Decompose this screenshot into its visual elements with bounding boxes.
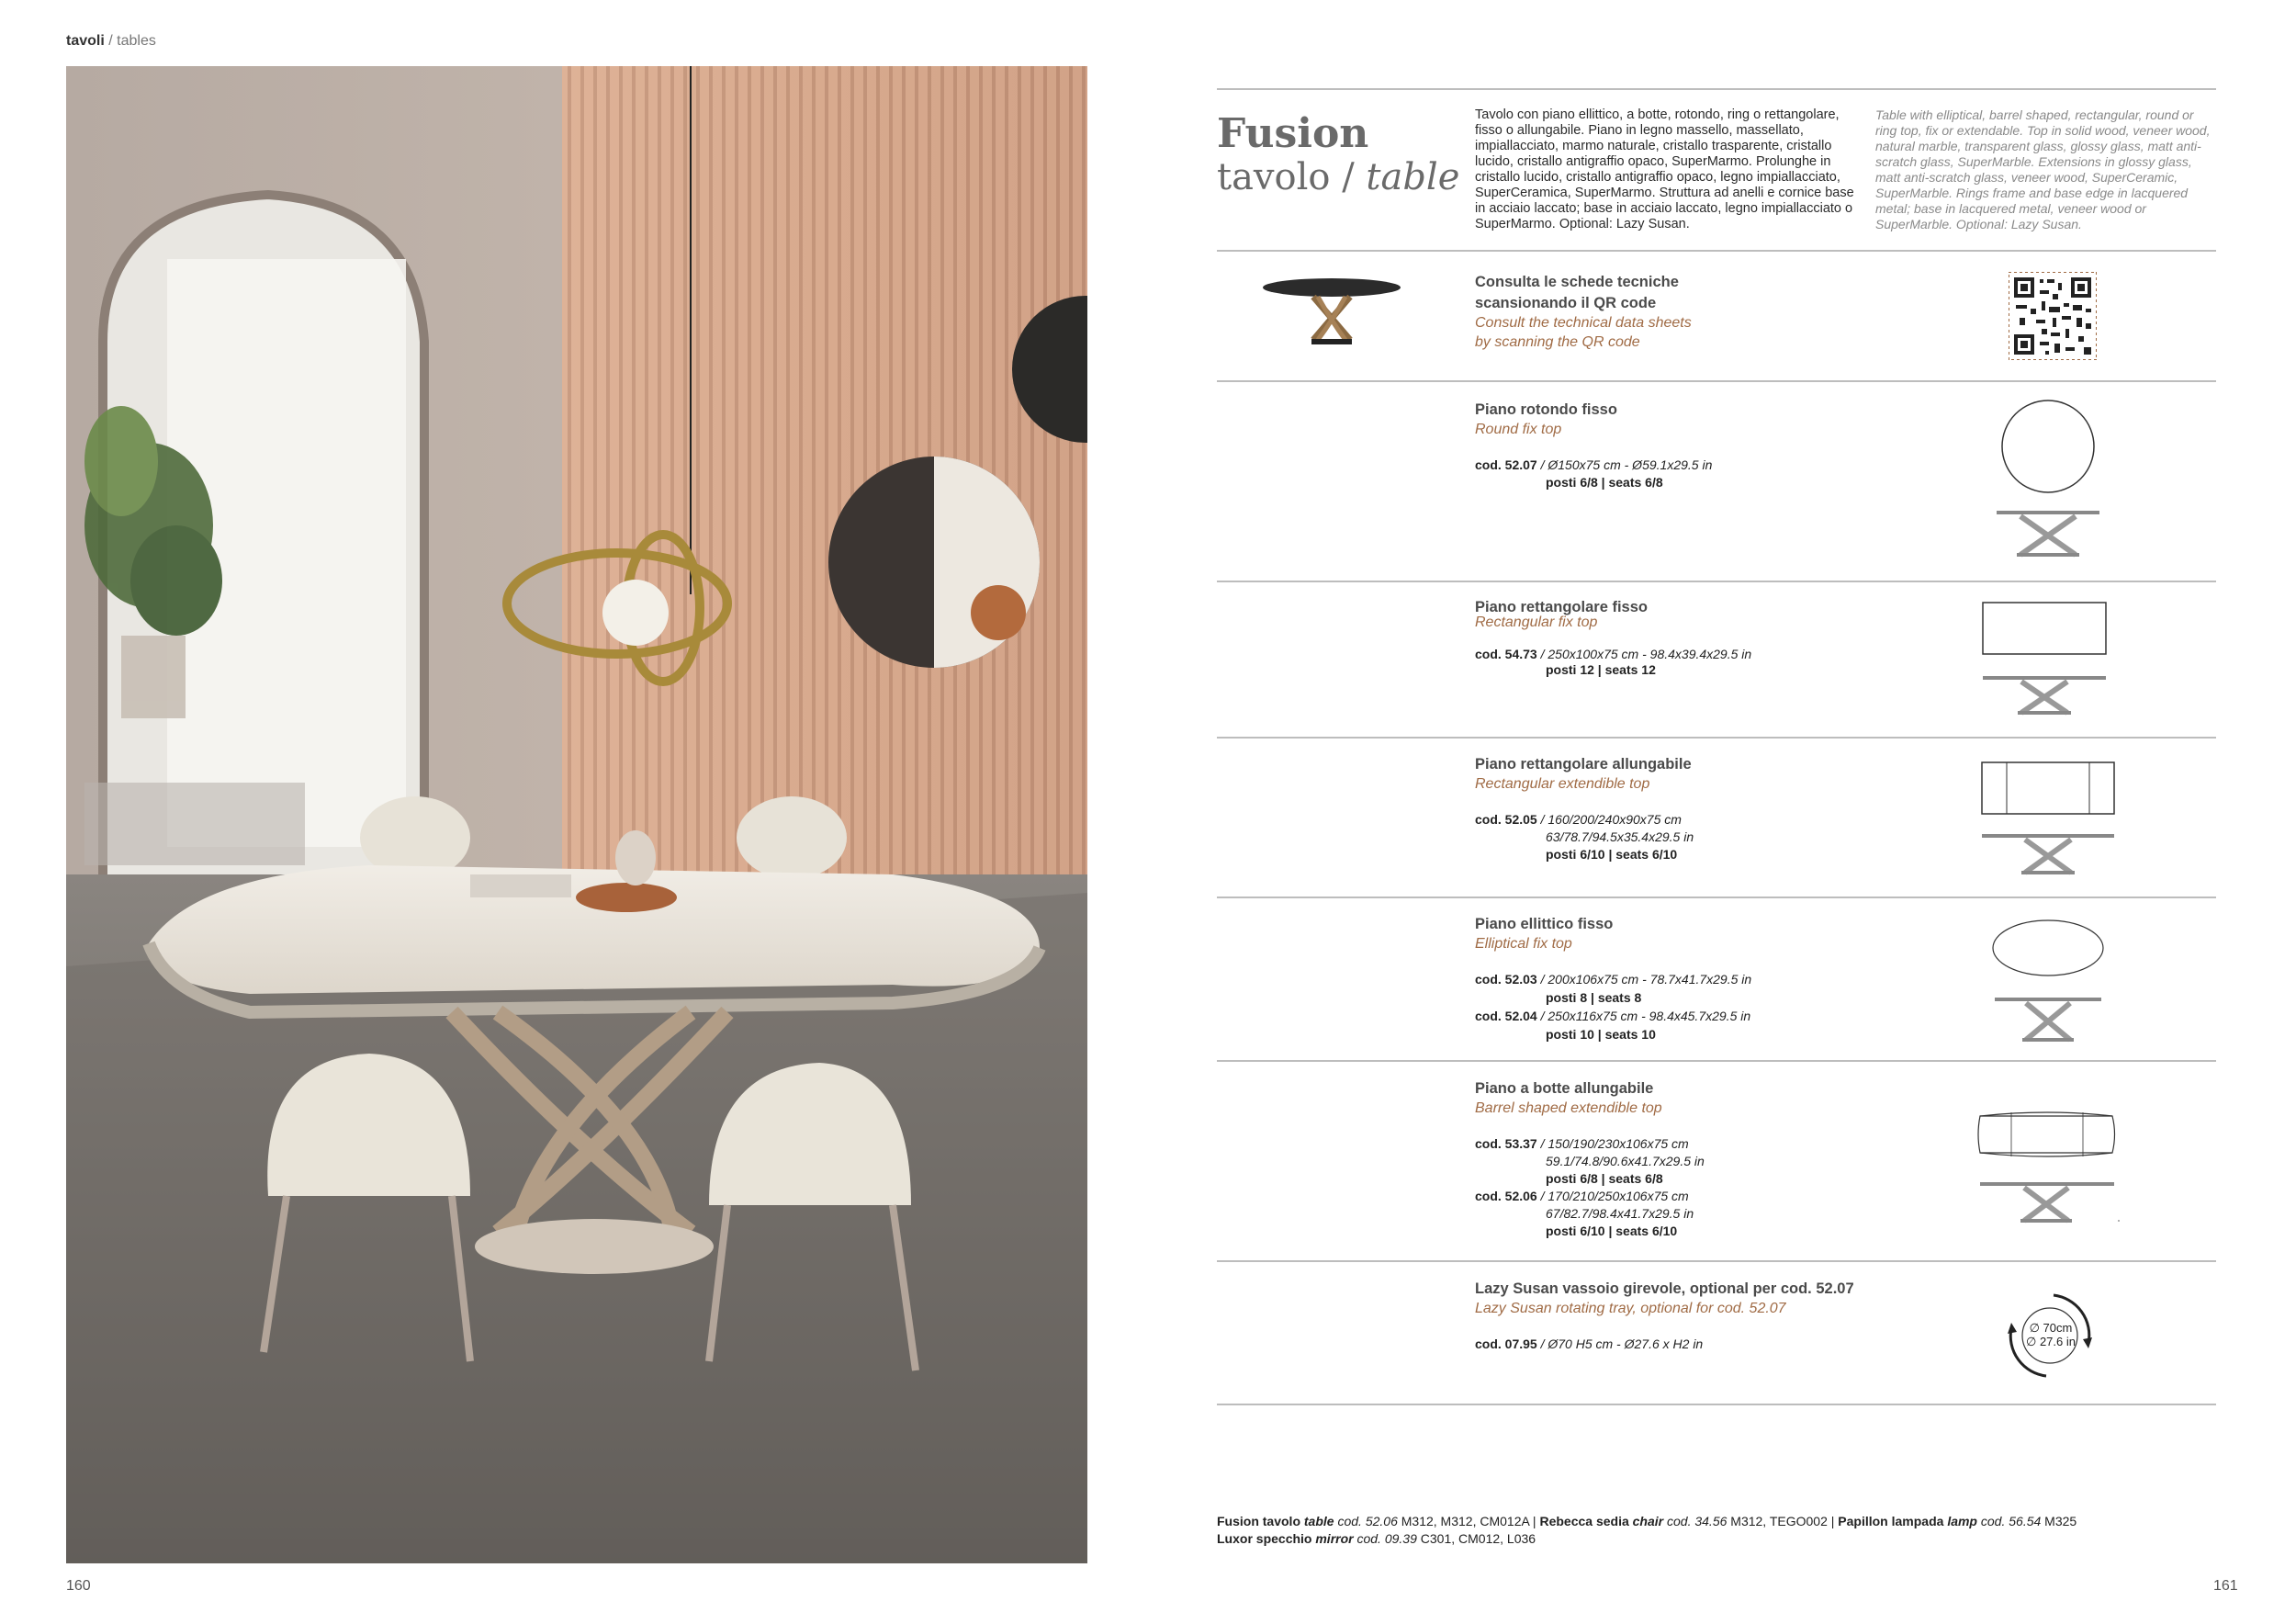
divider — [1217, 250, 2216, 252]
code-dimensions: / 150/190/230x106x75 cm — [1536, 1136, 1689, 1151]
breadcrumb-section: tavoli — [66, 33, 105, 49]
qr-caption-it-line1: Consulta le schede tecniche — [1475, 274, 1679, 290]
page-number-left: 160 — [66, 1578, 91, 1594]
credit-finishes: M325 — [2041, 1514, 2077, 1528]
qr-code-icon[interactable] — [2009, 272, 2097, 360]
product-seats: posti 12 | seats 12 — [1546, 662, 1656, 677]
product-label-it: Lazy Susan vassoio girevole, optional per cod. 52.07 — [1475, 1280, 1854, 1297]
product-name: Fusion — [1217, 110, 1369, 157]
divider — [1217, 380, 2216, 382]
product-label-it: Piano rotondo fisso — [1475, 401, 1617, 418]
qr-caption-en-line1: Consult the technical data sheets — [1475, 315, 1692, 331]
divider — [1217, 88, 2216, 90]
product-seats: posti 10 | seats 10 — [1546, 1027, 1656, 1042]
qr-caption-en-line2: by scanning the QR code — [1475, 334, 1640, 350]
credits-line-1: Fusion tavolo table cod. 52.06 M312, M312, CM012A | Rebecca sedia chair cod. 34.56 M312, TEGO002 | Papillon lampada lamp cod. 56.54 M325 — [1217, 1514, 2077, 1528]
code-dimensions: / 200x106x75 cm - 78.7x41.7x29.5 in — [1536, 972, 1752, 987]
credit-type: table — [1303, 1514, 1334, 1528]
credit-name: Fusion tavolo — [1217, 1514, 1304, 1528]
credit-finishes: M312, M312, CM012A — [1397, 1514, 1530, 1528]
code-number: cod. 53.37 — [1475, 1136, 1537, 1151]
product-label-it: Piano rettangolare allungabile — [1475, 756, 1692, 773]
description-en: Table with elliptical, barrel shaped, rectangular, round or ring top, fix or extendable. Top in solid wood, veneer wood, natural marble, transparent glass, glossy glass, matt anti-scratch glass, SuperMarble. Extensions in glossy glass, matt anti-scratch glass, veneer wood, SuperCeramic, SuperMarble. Rings frame and base edge in lacquered metal; base in lacquered metal, veneer wood or SuperMarble. Optional: Lazy Susan. — [1875, 107, 2211, 231]
product-label-it: Piano ellittico fisso — [1475, 916, 1614, 932]
breadcrumb — [66, 33, 156, 50]
product-photo — [66, 66, 1087, 1563]
divider — [1217, 581, 2216, 582]
divider — [1217, 1260, 2216, 1262]
page-number-right: 161 — [2213, 1578, 2238, 1594]
product-label-en: Round fix top — [1475, 422, 1562, 437]
code-dimensions-imperial: 59.1/74.8/90.6x41.7x29.5 in — [1546, 1154, 1705, 1168]
code-number: cod. 52.05 — [1475, 812, 1537, 827]
round-table-diagram-icon — [1984, 397, 2112, 562]
product-category — [1217, 156, 1459, 198]
code-dimensions-imperial: 63/78.7/94.5x35.4x29.5 in — [1546, 829, 1694, 844]
category-separator: / — [1330, 156, 1367, 198]
product-code — [1475, 647, 1751, 661]
product-seats: posti 6/10 | seats 6/10 — [1546, 1224, 1678, 1238]
credit-code: cod. 56.54 — [1977, 1514, 2042, 1528]
product-code — [1475, 457, 1712, 472]
code-dimensions: / 160/200/240x90x75 cm — [1536, 812, 1682, 827]
credit-type: lamp — [1947, 1514, 1977, 1528]
product-code — [1475, 812, 1682, 827]
code-number: cod. 54.73 — [1475, 647, 1537, 661]
interior-scene-illustration — [66, 66, 1087, 1563]
category-it: tavolo — [1217, 156, 1331, 198]
code-dimensions: / 170/210/250x106x75 cm — [1536, 1189, 1689, 1203]
code-dimensions-imperial: 67/82.7/98.4x41.7x29.5 in — [1546, 1206, 1694, 1221]
product-seats: posti 6/10 | seats 6/10 — [1546, 847, 1678, 862]
product-code — [1475, 1189, 1689, 1203]
credit-finishes: M312, TEGO002 — [1727, 1514, 1828, 1528]
credit-name: Papillon lampada — [1838, 1514, 1948, 1528]
qr-caption-en — [1475, 313, 1692, 352]
product-seats: posti 8 | seats 8 — [1546, 990, 1642, 1005]
code-number: cod. 52.04 — [1475, 1009, 1537, 1023]
product-seats: posti 6/8 | seats 6/8 — [1546, 1171, 1663, 1186]
product-code — [1475, 1136, 1689, 1151]
breadcrumb-subsection: tables — [117, 33, 156, 49]
lazy-susan-dims — [2019, 1321, 2083, 1348]
rectangular-table-diagram-icon — [1979, 599, 2117, 718]
credit-code: cod. 52.06 — [1334, 1514, 1398, 1528]
code-number: cod. 52.07 — [1475, 457, 1537, 472]
credit-finishes: C301, CM012, L036 — [1416, 1531, 1536, 1546]
product-code — [1475, 1336, 1703, 1351]
credit-type: chair — [1632, 1514, 1664, 1528]
credit-type: mirror — [1315, 1531, 1354, 1546]
product-code — [1475, 972, 1751, 987]
category-en: table — [1366, 156, 1460, 198]
code-number: cod. 52.06 — [1475, 1189, 1537, 1203]
code-dimensions: / 250x100x75 cm - 98.4x39.4x29.5 in — [1536, 647, 1752, 661]
product-label-it: Piano a botte allungabile — [1475, 1080, 1654, 1097]
code-dimensions: / Ø150x75 cm - Ø59.1x29.5 in — [1536, 457, 1713, 472]
lazy-susan-dim-cm: ∅ 70cm — [2029, 1321, 2073, 1335]
credit-code: cod. 09.39 — [1353, 1531, 1417, 1546]
barrel-table-diagram-icon — [1975, 1107, 2126, 1226]
description-it: Tavolo con piano ellittico, a botte, rotondo, ring o rettangolare, fisso o allungabile. Piano in legno massello, massellato, impiallacciato, marmo naturale, cristallo trasparente, cristallo lucido, cristallo antigraffio opaco, SuperMarmo. Prolunghe in cristallo lucido, cristallo antigraffio opaco, legno impiallacciato, SuperCeramica, SuperMarmo. Struttura ad anelli e cornice base in acciaio laccato; base in acciaio laccato, legno impiallacciato o SuperMarmo. Optional: Lazy Susan. — [1475, 107, 1854, 231]
divider — [1217, 737, 2216, 739]
elliptical-table-diagram-icon — [1984, 919, 2112, 1047]
lazy-susan-dim-in: ∅ 27.6 in — [2026, 1335, 2076, 1348]
product-label-en: Rectangular fix top — [1475, 615, 1598, 630]
photo-credits — [1217, 1513, 2077, 1548]
divider — [1217, 897, 2216, 898]
breadcrumb-separator: / — [104, 33, 118, 49]
credit-code: cod. 34.56 — [1663, 1514, 1728, 1528]
credit-name: Luxor specchio — [1217, 1531, 1316, 1546]
divider — [1217, 1060, 2216, 1062]
product-label-en: Lazy Susan rotating tray, optional for cod. 52.07 — [1475, 1301, 1786, 1316]
qr-caption-it — [1475, 272, 1679, 314]
divider — [1217, 1404, 2216, 1405]
qr-caption-it-line2: scansionando il QR code — [1475, 295, 1657, 311]
code-number: cod. 07.95 — [1475, 1336, 1537, 1351]
product-code — [1475, 1009, 1750, 1023]
product-label-en: Barrel shaped extendible top — [1475, 1100, 1662, 1116]
credit-name: Rebecca sedia — [1539, 1514, 1633, 1528]
product-label-en: Rectangular extendible top — [1475, 776, 1650, 792]
extendable-table-diagram-icon — [1979, 759, 2117, 878]
lazy-susan-diagram — [2002, 1288, 2098, 1383]
code-dimensions: / Ø70 H5 cm - Ø27.6 x H2 in — [1536, 1336, 1704, 1351]
product-label-en: Elliptical fix top — [1475, 936, 1572, 952]
credits-line-2 — [1217, 1530, 2077, 1548]
code-dimensions: / 250x116x75 cm - 98.4x45.7x29.5 in — [1536, 1009, 1751, 1023]
code-number: cod. 52.03 — [1475, 972, 1537, 987]
product-label-it: Piano rettangolare fisso — [1475, 599, 1648, 615]
table-thumbnail-icon — [1258, 271, 1405, 354]
product-seats: posti 6/8 | seats 6/8 — [1546, 475, 1663, 490]
